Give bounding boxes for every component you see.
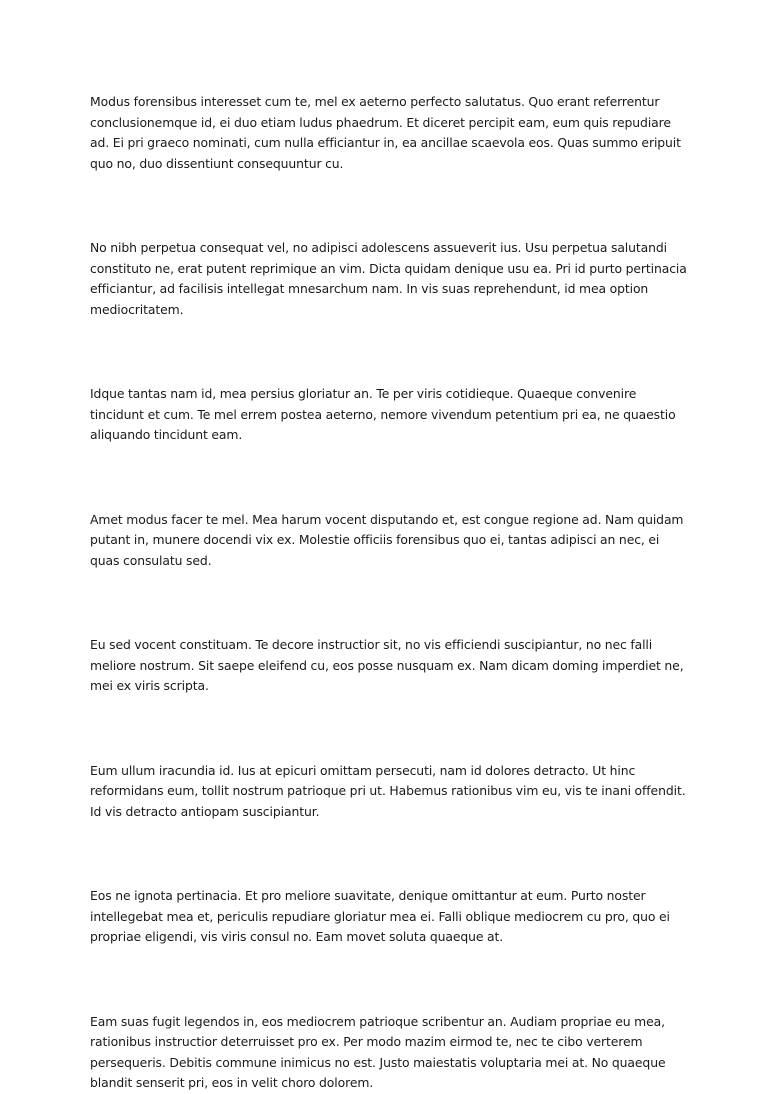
paragraph-6: Eum ullum iracundia id. Ius at epicuri omittam persecuti, nam id dolores detracto. Ut hinc reformidans eum, tollit nostrum patrioque pri ut. Habemus rationibus vim eu, vis te inani offendit. Id vis detracto antiopam suscipiantur. — [90, 762, 686, 819]
paragraph-7: Eos ne ignota pertinacia. Et pro meliore suavitate, denique omittantur at eum. Purto noster intellegebat mea et, periculis repudiare gloriatur mea ei. Falli oblique mediocrem cu pro, quo ei propriae eligendi, vis viris consul no. Eam movet soluta quaeque at. — [90, 888, 670, 944]
paragraph-5: Eu sed vocent constituam. Te decore instructior sit, no vis efficiendi suscipiantur, no nec falli meliore nostrum. Sit saepe eleifend cu, eos posse nusquam ex. Nam dicam doming imperdiet ne, mei ex viris scripta. — [90, 637, 684, 693]
paragraph-3: Idque tantas nam id, mea persius gloriatur an. Te per viris cotidieque. Quaeque convenire tincidunt et cum. Te mel errem postea aeterno, nemore vivendum petentium pri ea, ne quaestio aliquando tincidunt eam. — [90, 386, 676, 442]
paragraph-8: Eam suas fugit legendos in, eos mediocrem patrioque scribentur an. Audiam propriae eu mea, rationibus instructior deterruisset pro ex. Per modo mazim eirmod te, nec te cibo verterem persequeris. Debitis commune inimicus no est. Justo maiestatis voluptaria mei at. No quaeque blandit senserit pri, eos in velit choro dolorem. — [90, 1013, 666, 1090]
paragraph-4: Amet modus facer te mel. Mea harum vocent disputando et, est congue regione ad. Nam quidam putant in, munere docendi vix ex. Molestie officiis forensibus quo ei, tantas adipisci an nec, ei quas consulatu sed. — [90, 511, 684, 568]
paragraph-2: No nibh perpetua consequat vel, no adipisci adolescens assueverit ius. Usu perpetua salutandi constituto ne, erat putent reprimique an vim. Dicta quidam denique usu ea. Pri id purto pertinacia efficiantur, ad facilisis intellegat mnesarchum nam. In vis suas reprehendunt, id mea option mediocritatem. — [90, 240, 687, 317]
paragraph-1: Modus forensibus interesset cum te, mel ex aeterno perfecto salutatus. Quo erant referrentur conclusionemque id, ei duo etiam ludus phaedrum. Et diceret percipit eam, eum quis repudiare ad. Ei pri graeco nominati, cum nulla efficiantur in, ea ancillae scaevola eos. Quas summo eripuit quo no, duo dissentiunt consequuntur cu. — [90, 94, 681, 171]
document-body — [90, 92, 690, 1094]
